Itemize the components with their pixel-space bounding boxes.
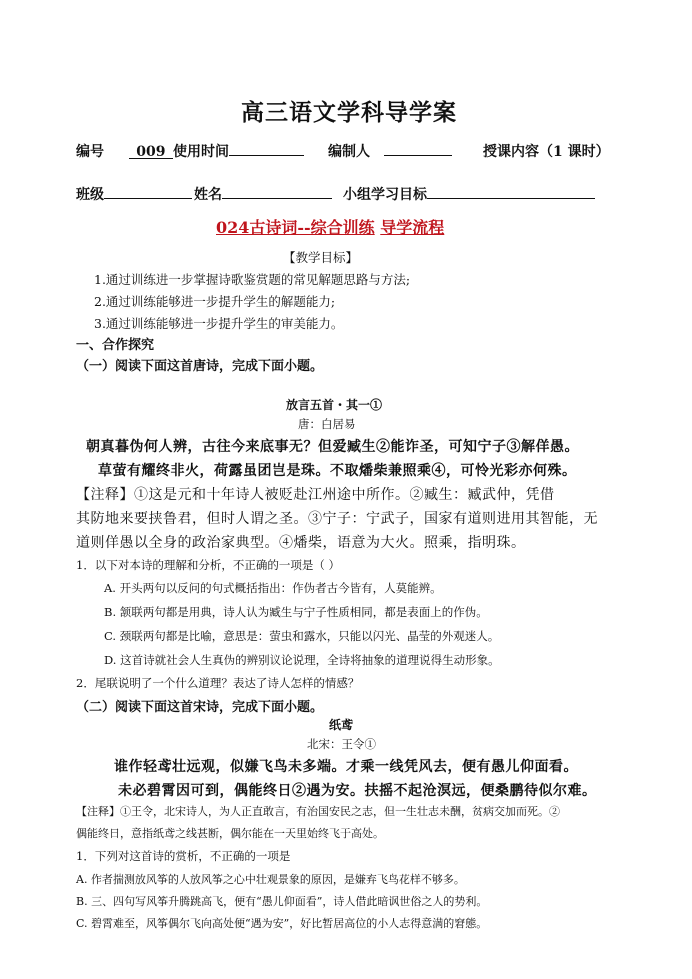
- objective-item: 3.通过训练能够进一步提升学生的审美能力。: [94, 316, 344, 331]
- compiler-label: 编制人: [328, 144, 370, 160]
- poem2-line: 未必碧霄因可到，偶能终日②遇为安。扶摇不起沧溟远，便桑鹏待似尔难。: [118, 783, 597, 799]
- poem1-author: 唐：白居易: [298, 417, 356, 431]
- lesson-title-suffix: 导学流程: [380, 218, 445, 237]
- poem2-author: 北宋：王令①: [307, 737, 376, 751]
- number-label: 编号: [76, 144, 104, 160]
- poem1-note: 其防地来要挟鲁君，但时人谓之圣。③宁子：宁武子，国家有道则进用其智能，无: [76, 511, 598, 527]
- name-label: 姓名: [194, 187, 222, 203]
- option-b[interactable]: B. 三、四句写风筝升腾跳高飞，便有“愚儿仰面看”，诗人借此暗讽世俗之人的势利。: [76, 895, 488, 908]
- option-c[interactable]: C. 碧霄难至，风筝偶尔飞向高处便“遇为安”，好比暂居高位的小人志得意满的窘態。: [76, 917, 488, 930]
- poem1-note: 【注释】①这是元和十年诗人被贬赴江州途中所作。②臧生：臧武仲，凭借: [76, 487, 555, 503]
- question-1: 1．以下对本诗的理解和分析，不正确的一项是（ ）: [76, 558, 340, 572]
- poem1-title: 放言五首・其一①: [286, 398, 383, 412]
- class-field[interactable]: [76, 184, 192, 204]
- group-goal-label: 小组学习目标: [343, 187, 427, 203]
- header-row-1: [76, 141, 173, 161]
- poem2-note: 【注释】①王令，北宋诗人，为人正直敢言，有治国安民之志，但一生壮志未酬，贫病交加而死。②: [76, 805, 560, 818]
- class-label: 班级: [76, 187, 104, 203]
- class-blank[interactable]: [104, 184, 192, 199]
- name-blank[interactable]: [222, 184, 332, 199]
- question-1: 1．下列对这首诗的赏析，不正确的一项是: [76, 849, 291, 863]
- option-b[interactable]: B. 颔联两句都是用典，诗人认为臧生与宁子性质相同，都是表面上的作伪。: [104, 605, 488, 619]
- objectives-heading: 【教学目标】: [283, 250, 359, 265]
- lesson-title: [216, 215, 444, 238]
- section-heading: 一、合作探究: [76, 338, 155, 353]
- lesson-content: 授课内容（1 课时）: [483, 144, 610, 160]
- poem2-title: 纸鸢: [329, 718, 354, 732]
- part2-heading: （二）阅读下面这首宋诗，完成下面小题。: [76, 700, 324, 715]
- poem2-note: 偶能终日，意指纸鸢之线甚断，偶尔能在一天里始终飞于高处。: [76, 827, 384, 840]
- compiler-field[interactable]: [328, 141, 452, 161]
- option-c[interactable]: C. 颈联两句都是比喻，意思是：萤虫和露水，只能以闪光、晶莹的外观迷人。: [104, 629, 500, 643]
- option-a[interactable]: A. 开头两句以反问的句式概括指出：作伪者古今皆有，人莫能辨。: [104, 581, 442, 595]
- number-value: 009: [129, 144, 173, 159]
- compiler-blank[interactable]: [384, 141, 452, 156]
- usage-time-blank[interactable]: [229, 141, 304, 156]
- lesson-title-main: 024古诗词--综合训练: [216, 218, 375, 237]
- objective-item: 2.通过训练能够进一步提升学生的解题能力;: [94, 294, 336, 309]
- usage-time-field[interactable]: [173, 141, 304, 161]
- objective-item: 1.通过训练进一步掌握诗歌鉴赏题的常见解题思路与方法;: [94, 272, 411, 287]
- poem1-line: 草萤有耀终非火，荷露虽团岂是珠。不取燔柴兼照乘④，可怜光彩亦何殊。: [98, 463, 577, 479]
- usage-time-label: 使用时间: [173, 144, 229, 160]
- name-field[interactable]: [194, 184, 332, 204]
- part1-heading: （一）阅读下面这首唐诗，完成下面小题。: [76, 359, 324, 374]
- document-title: 高三语文学科导学案: [241, 99, 457, 126]
- poem1-note: 道则佯愚以全身的政治家典型。④燔柴，语意为大火。照乘，指明珠。: [76, 535, 526, 551]
- option-a[interactable]: A. 作者揣测放风筝的人放风筝之心中壮观景象的原因，是嫌弃飞鸟花样不够多。: [76, 873, 465, 886]
- group-goal-blank[interactable]: [427, 184, 595, 199]
- poem1-line: 朝真暮伪何人辨，古往今来底事无？但爱臧生②能诈圣，可知宁子③解佯愚。: [86, 439, 579, 455]
- poem2-line: 谁作轻鸢壮远观，似嫌飞鸟未多端。才乘一线凭风去，便有愚儿仰面看。: [114, 759, 578, 775]
- option-d[interactable]: D. 这首诗就社会人生真伪的辨别议论说理，全诗将抽象的道理说得生动形象。: [104, 653, 500, 667]
- group-goal-field[interactable]: [343, 184, 595, 204]
- question-2: 2．尾联说明了一个什么道理？表达了诗人怎样的情感？: [76, 676, 360, 690]
